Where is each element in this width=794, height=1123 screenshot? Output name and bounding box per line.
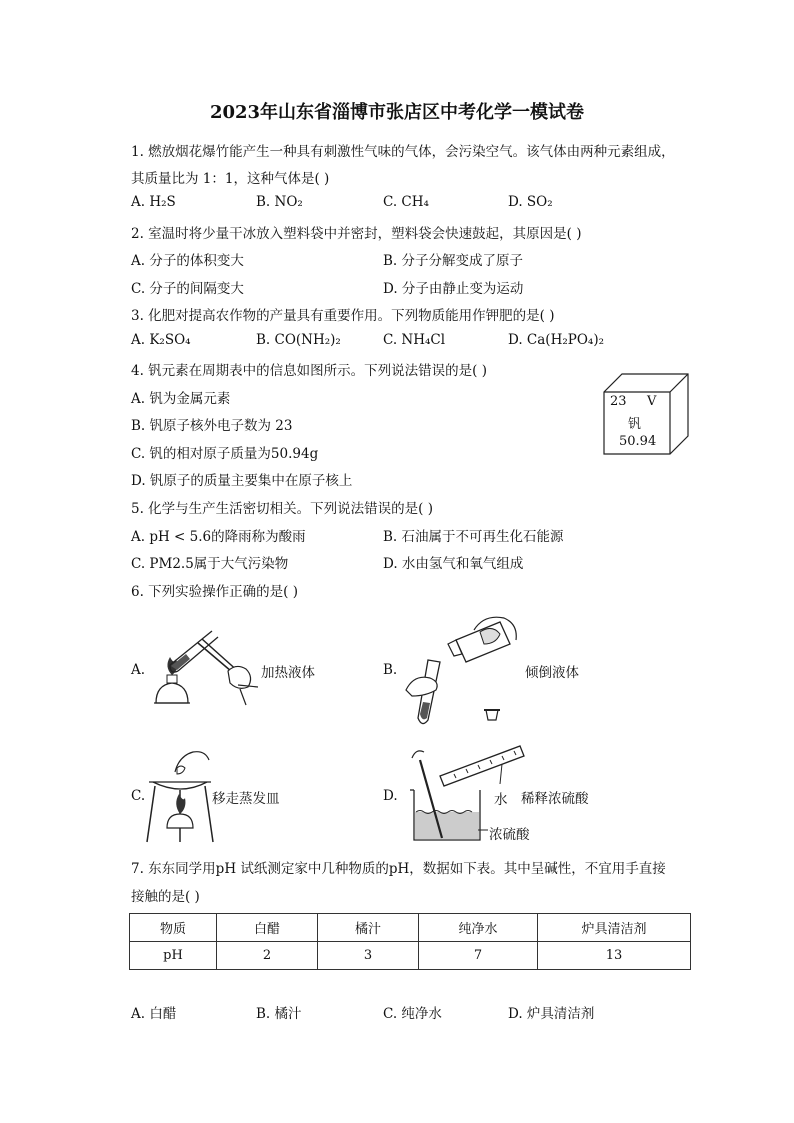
element-mass: 50.94 — [619, 434, 657, 449]
caption-concentrated-acid: 浓硫酸 — [489, 827, 530, 843]
q2-option-b: B. 分子分解变成了原子 — [383, 253, 524, 269]
q4-option-d: D. 钒原子的质量主要集中在原子核上 — [131, 473, 353, 489]
table-cell: 2 — [217, 942, 318, 970]
q3-option-c: C. NH₄Cl — [383, 332, 446, 348]
q5-option-a: A. pH < 5.6的降雨称为酸雨 — [131, 529, 306, 545]
table-cell: 13 — [538, 942, 691, 970]
table-header-cell: 物质 — [130, 914, 217, 942]
evaporating-dish-illustration — [145, 742, 215, 847]
q7-option-c: C. 纯净水 — [383, 1006, 442, 1022]
q7-option-a: A. 白醋 — [131, 1006, 177, 1022]
q4-option-c: C. 钒的相对原子质量为50.94g — [131, 446, 319, 462]
table-header-cell: 橘汁 — [318, 914, 419, 942]
q1-option-a: A. H₂S — [131, 194, 176, 210]
element-name: 钒 — [628, 417, 642, 432]
table-cell: 3 — [318, 942, 419, 970]
q3-stem: 3. 化肥对提高农作物的产量具有重要作用。下列物质能用作钾肥的是( ) — [131, 308, 555, 324]
q1-stem-line1: 1. 燃放烟花爆竹能产生一种具有刺激性气味的气体，会污染空气。该气体由两种元素组成， — [131, 144, 675, 160]
q2-stem: 2. 室温时将少量干冰放入塑料袋中并密封，塑料袋会快速鼓起，其原因是( ) — [131, 226, 582, 242]
q6-option-b-label: B. — [383, 662, 398, 678]
table-row — [130, 942, 691, 970]
element-symbol: V — [647, 394, 657, 409]
q7-stem-line2: 接触的是( ) — [131, 889, 200, 905]
table-cell: pH — [130, 942, 217, 970]
q4-stem: 4. 钒元素在周期表中的信息如图所示。下列说法错误的是( ) — [131, 363, 487, 379]
table-header-cell: 白醋 — [217, 914, 318, 942]
q3-option-d: D. Ca(H₂PO₄)₂ — [508, 332, 604, 348]
heating-liquid-illustration — [150, 625, 260, 715]
q7-option-d: D. 炉具清洁剂 — [508, 1006, 595, 1022]
caption-water: 水 — [494, 792, 508, 808]
q1-option-c: C. CH₄ — [383, 194, 429, 210]
q2-option-c: C. 分子的间隔变大 — [131, 281, 244, 297]
q5-option-b: B. 石油属于不可再生化石能源 — [383, 529, 564, 545]
q4-option-b: B. 钒原子核外电子数为 23 — [131, 418, 293, 434]
caption-dilute-acid: 稀释浓硫酸 — [521, 791, 589, 807]
q7-option-b: B. 橘汁 — [256, 1006, 302, 1022]
q5-stem: 5. 化学与生产生活密切相关。下列说法错误的是( ) — [131, 501, 433, 517]
q6-option-c-label: C. — [131, 788, 146, 804]
q1-option-d: D. SO₂ — [508, 194, 553, 210]
q6-option-a-label: A. — [131, 662, 146, 678]
q5-option-c: C. PM2.5属于大气污染物 — [131, 556, 289, 572]
q5-option-d: D. 水由氢气和氧气组成 — [383, 556, 524, 572]
table-cell: 7 — [419, 942, 538, 970]
q3-option-a: A. K₂SO₄ — [131, 332, 191, 348]
q7-stem-line1: 7. 东东同学用pH 试纸测定家中几种物质的pH，数据如下表。其中呈碱性，不宜用手直接 — [131, 861, 666, 877]
q2-option-a: A. 分子的体积变大 — [131, 253, 244, 269]
caption-heating-liquid: 加热液体 — [261, 665, 315, 681]
table-header-cell: 纯净水 — [419, 914, 538, 942]
element-atomic-number: 23 — [610, 394, 627, 409]
page-title: 2023年山东省淄博市张店区中考化学一模试卷 — [209, 102, 585, 123]
q2-option-d: D. 分子由静止变为运动 — [383, 281, 524, 297]
q6-option-d-label: D. — [383, 788, 398, 804]
q1-stem-line2: 其质量比为 1：1，这种气体是( ) — [131, 171, 330, 187]
caption-pouring-liquid: 倾倒液体 — [525, 665, 579, 681]
q4-option-a: A. 钒为金属元素 — [131, 391, 231, 407]
q3-option-b: B. CO(NH₂)₂ — [256, 332, 341, 348]
q6-stem: 6. 下列实验操作正确的是( ) — [131, 584, 298, 600]
ph-table — [129, 913, 691, 970]
q1-option-b: B. NO₂ — [256, 194, 303, 210]
pouring-liquid-illustration — [400, 610, 525, 730]
caption-move-dish: 移走蒸发皿 — [212, 791, 280, 807]
table-header-cell: 炉具清洁剂 — [538, 914, 691, 942]
table-row — [130, 914, 691, 942]
